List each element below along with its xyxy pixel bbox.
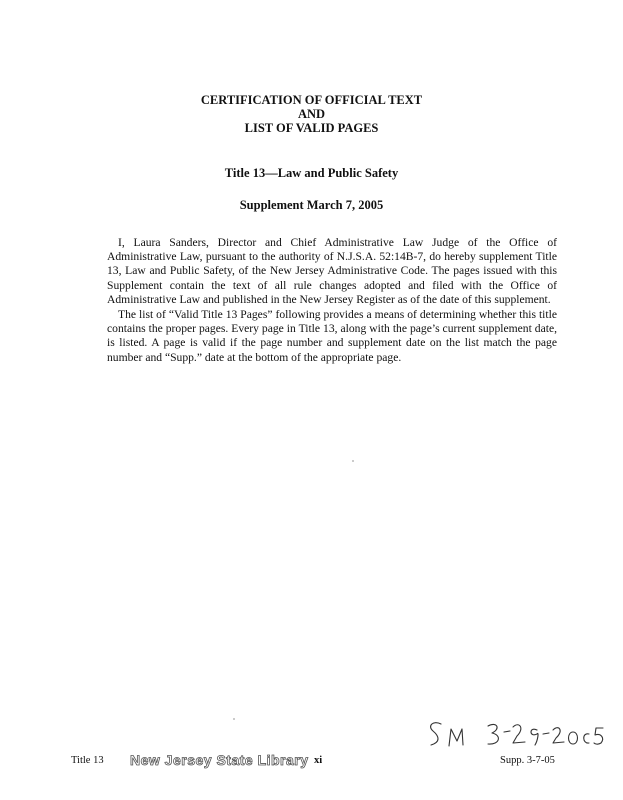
heading-line-2: AND	[297, 107, 326, 121]
footer-title: Title 13	[71, 755, 104, 766]
title-line: Title 13—Law and Public Safety	[224, 166, 399, 180]
page-number: xi	[314, 755, 323, 766]
heading-line-3: LIST OF VALID PAGES	[244, 121, 379, 135]
footer-supplement-date: Supp. 3-7-05	[500, 755, 555, 766]
heading-line-1: CERTIFICATION OF OFFICIAL TEXT	[200, 93, 423, 107]
certification-paragraph: I, Laura Sanders, Director and Chief Administrative Law Judge of the Office of Administrative Law, pursuant to the authority of N.J.S.A. 52:14B-7, do hereby supplement Title 13, Law and Public Safety, of the New Jersey Administrative Code. The pages issued with this Supplement contain the text of all rule changes adopted and filed with the Office of Administrative Law and published in the New Jersey Register as of the date of this supplement.	[107, 236, 557, 306]
library-stamp: New Jersey State Library	[130, 752, 309, 768]
scan-speck	[352, 460, 354, 462]
supplement-date: Supplement March 7, 2005	[239, 198, 384, 212]
valid-pages-paragraph: The list of “Valid Title 13 Pages” following provides a means of determining whether this title contains the proper pages. Every page in Title 13, along with the page’s current supplement date, is listed. A page is valid if the page number and supplement date on the list match the page number and “Supp.” date at the bottom of the appropriate page.	[107, 308, 557, 364]
handwritten-signature-icon	[425, 718, 605, 750]
scan-speck	[233, 718, 235, 720]
certification-heading	[0, 93, 623, 135]
